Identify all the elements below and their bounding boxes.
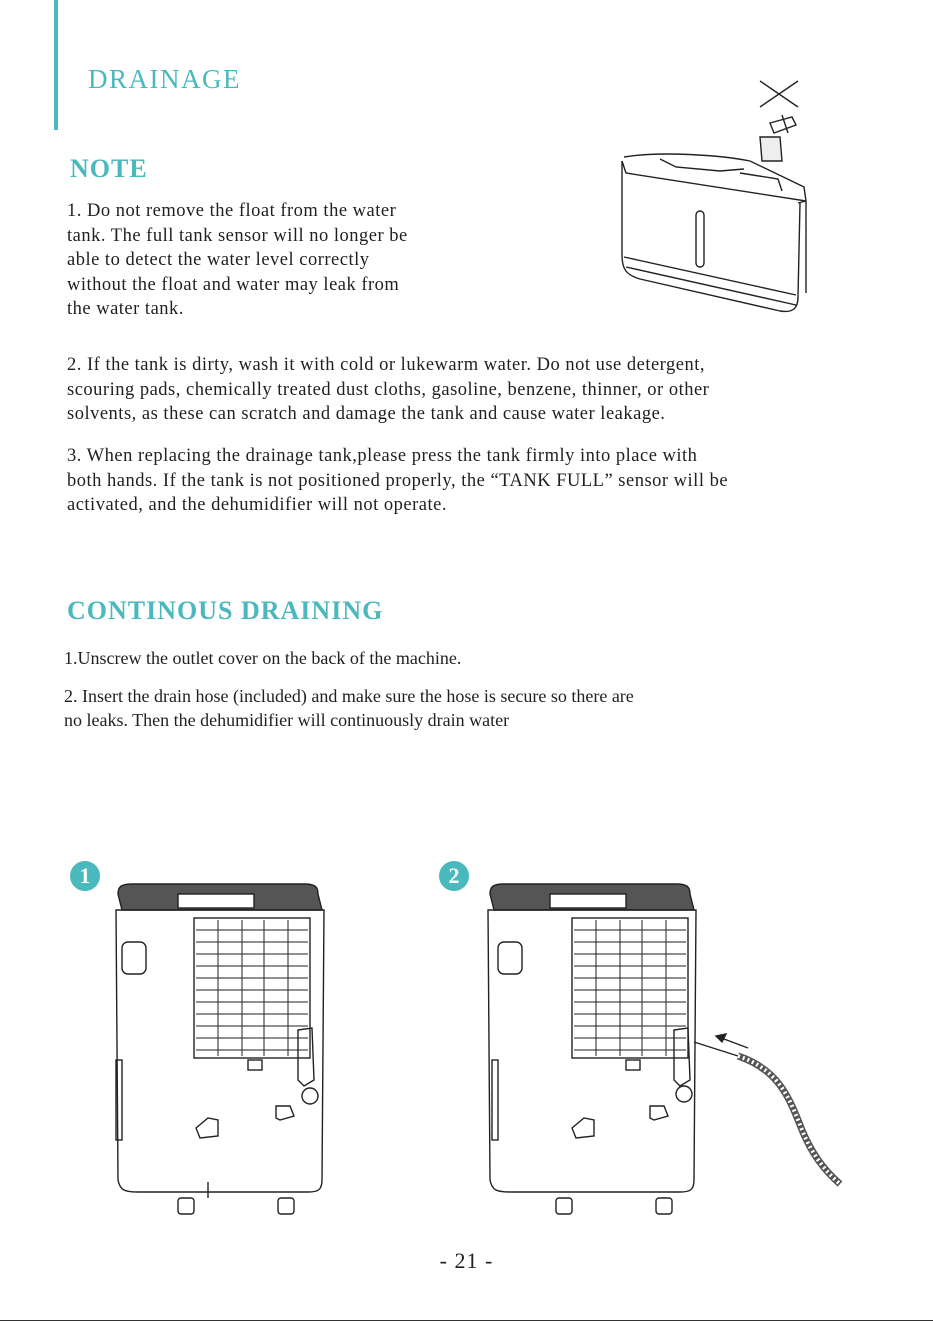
continuous-step-2: 2. Insert the drain hose (included) and make sure the hose is secure so there are no leaks. Then the dehumidifier will continuously drain water <box>64 686 634 730</box>
page-number: - 21 - <box>439 1248 494 1273</box>
continuous-step-1: 1.Unscrew the outlet cover on the back of the machine. <box>64 648 462 668</box>
section-title: DRAINAGE <box>88 64 241 94</box>
note-item-3: 3. When replacing the drainage tank,please press the tank firmly into place with both hands. If the tank is not positioned properly, the “TANK FULL” sensor will be activated, and the dehumidifier will not operate. <box>67 446 729 515</box>
dehumidifier-back-illustration-2 <box>480 880 860 1220</box>
bottom-rule <box>0 1320 933 1321</box>
step-1-badge: 1 <box>70 861 100 891</box>
continuous-heading: CONTINOUS DRAINING <box>67 596 384 625</box>
note-heading: NOTE <box>70 154 148 183</box>
step-2-badge: 2 <box>439 861 469 891</box>
note-item-2: 2. If the tank is dirty, wash it with cold or lukewarm water. Do not use detergent, scouring pads, chemically treated dust cloths, gasoline, benzene, thinner, or other solvents, as these can scratch and damage the tank and cause water leakage. <box>67 355 710 424</box>
dehumidifier-back-illustration-1 <box>108 880 338 1220</box>
accent-bar <box>54 0 58 130</box>
water-tank-illustration <box>600 75 830 320</box>
note-item-1: 1. Do not remove the float from the water tank. The full tank sensor will no longer be able to detect the water level correctly without the float and water may leak from the water tank. <box>67 201 408 319</box>
